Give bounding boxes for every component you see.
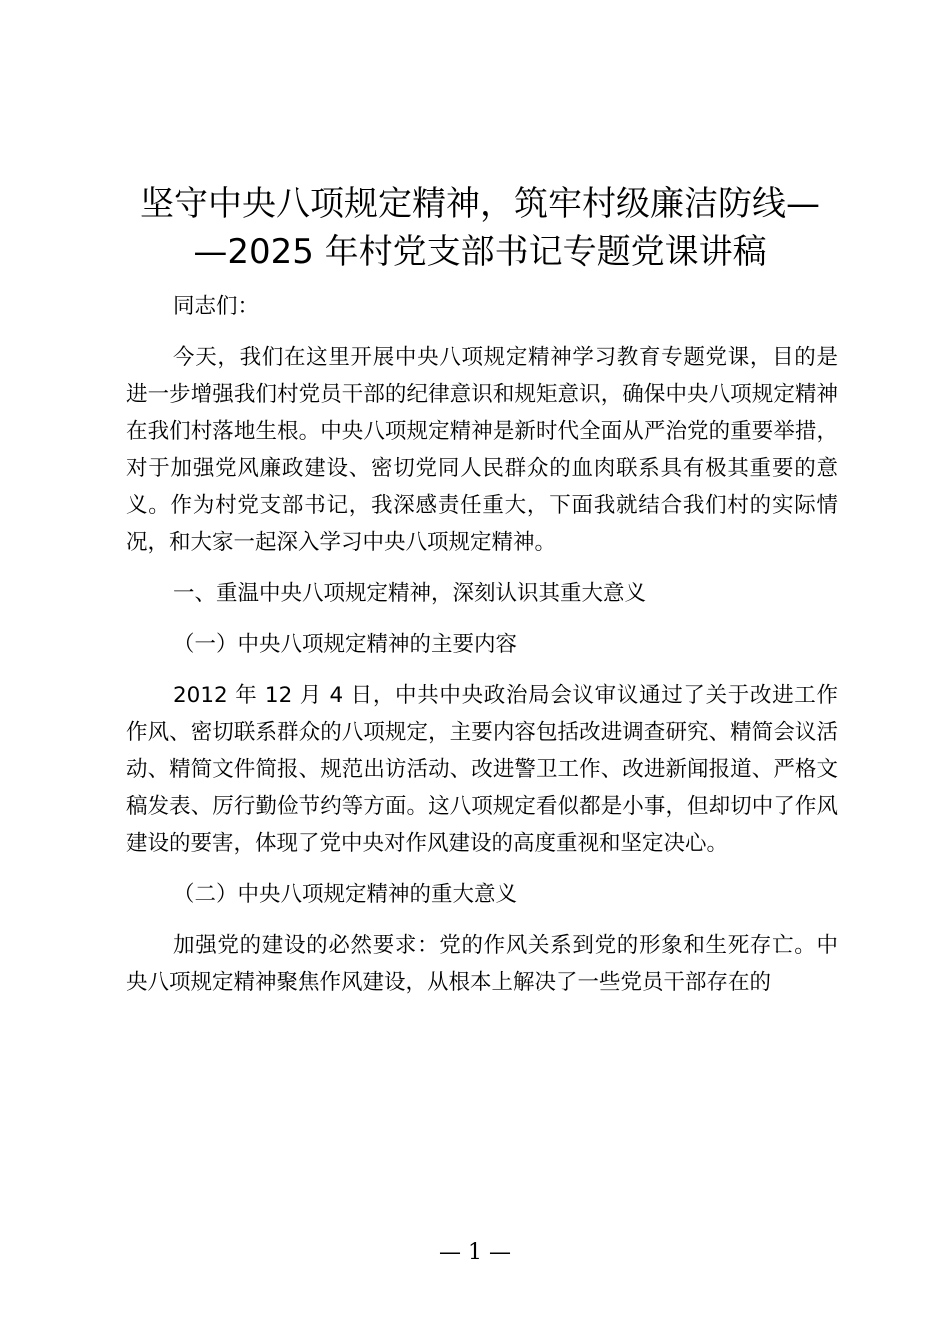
page-number: — 1 — [439, 1240, 511, 1265]
paragraph-significance: 加强党的建设的必然要求：党的作风关系到党的形象和生死存亡。中央八项规定精神聚焦作风建设，从根本上解决了一些党员干部存在的 [126, 933, 838, 995]
section-heading-1: 一、重温中央八项规定精神，深刻认识其重大意义 [173, 581, 647, 606]
subsection-heading-1: （一）中央八项规定精神的主要内容 [173, 632, 518, 657]
document-title [120, 180, 840, 276]
subsection-heading-2: （二）中央八项规定精神的重大意义 [173, 882, 518, 907]
title-line-2: —2025 年村党支部书记专题党课讲稿 [193, 232, 767, 272]
title-line-1: 坚守中央八项规定精神，筑牢村级廉洁防线— [140, 184, 820, 224]
salutation: 同志们： [173, 294, 260, 319]
paragraph-intro: 今天，我们在这里开展中央八项规定精神学习教育专题党课，目的是进一步增强我们村党员干部的纪律意识和规矩意识，确保中央八项规定精神在我们村落地生根。中央八项规定精神是新时代全面从严治党的重要举措，对于加强党风廉政建设、密切党同人民群众的血肉联系具有极其重要的意义。作为村党支部书记，我深感责任重大，下面我就结合我们村的实际情况，和大家一起深入学习中央八项规定精神。 [126, 345, 838, 555]
paragraph-content: 2012 年 12 月 4 日，中共中央政治局会议审议通过了关于改进工作作风、密切联系群众的八项规定，主要内容包括改进调查研究、精简会议活动、精简文件简报、规范出访活动、改进警卫工作、改进新闻报道、严格文稿发表、厉行勤俭节约等方面。这八项规定看似都是小事，但却切中了作风建设的要害，体现了党中央对作风建设的高度重视和坚定决心。 [126, 683, 838, 856]
document-body [126, 288, 838, 1015]
